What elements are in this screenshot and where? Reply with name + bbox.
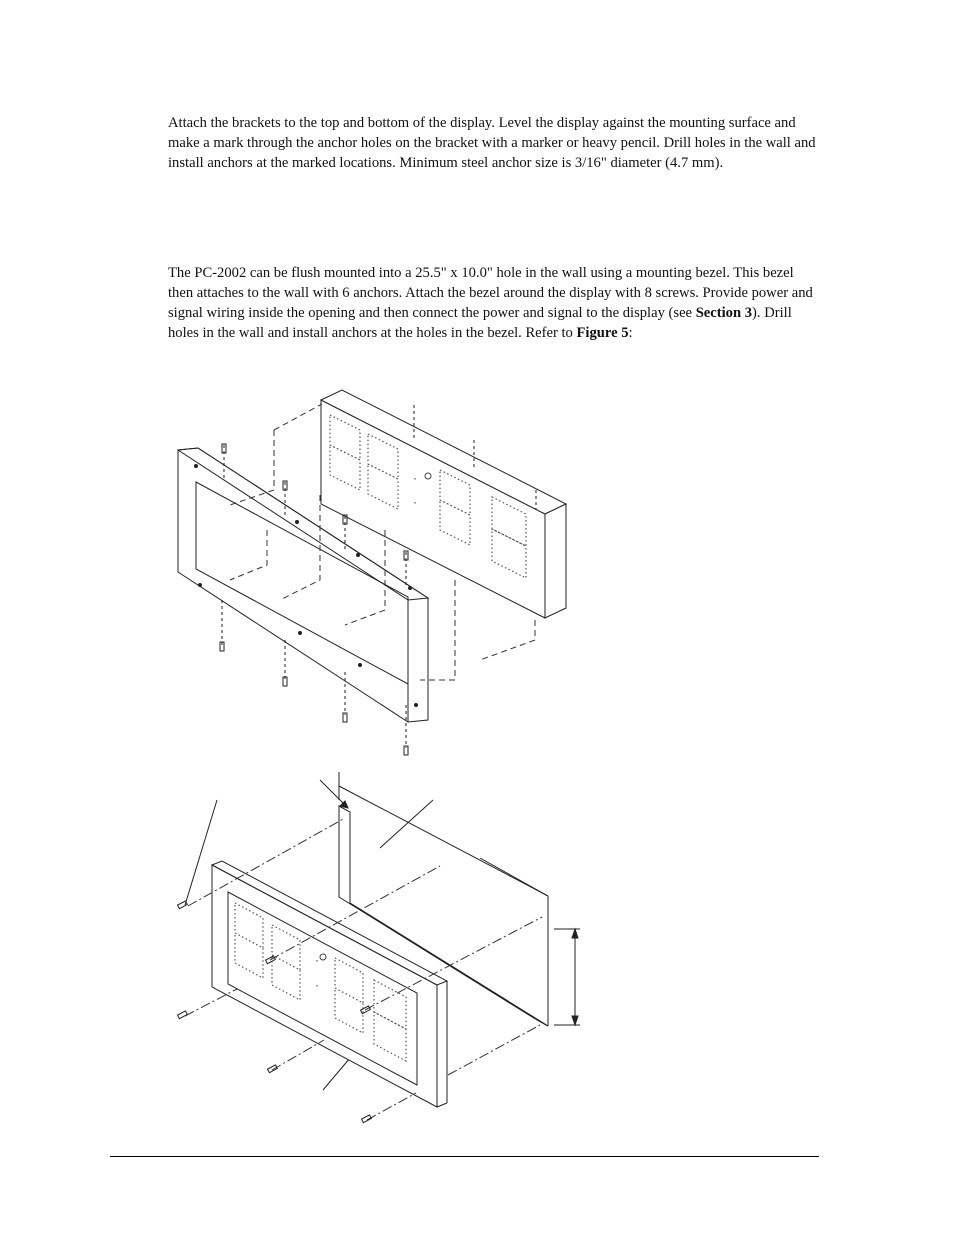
section-reference: Section 3 [695,305,753,321]
footer-divider [110,1156,819,1157]
bracket-instructions-paragraph: Attach the brackets to the top and bottom of the display. Level the display against the mounting surface and make a mark through the anchor holes on the bracket with a marker or heavy pencil. Drill holes in the wall and install anchors at the marked locations. Minimum steel anchor size is 3/16" diameter (4.7 mm). [168,115,816,171]
top-exploded-view [178,390,566,755]
bezel-with-display [212,861,447,1107]
flush-mount-text-2: ). Drill holes in the wall and install anchors at the holes in the bezel. Refer to [168,305,792,341]
flush-mount-text-1: The PC-2002 can be flush mounted into a 25.5" x 10.0" hole in the wall using a mounting bezel. This bezel then attaches to the wall with 6 anchors. Attach the bezel around the display with 8 screws. Provide power and signal wiring inside the opening and then connect the power and signal to the display (see [168,265,813,321]
figure-reference: Figure 5 [576,325,629,341]
flush-mount-text-3: : [628,325,633,341]
bottom-exploded-view [178,772,580,1123]
